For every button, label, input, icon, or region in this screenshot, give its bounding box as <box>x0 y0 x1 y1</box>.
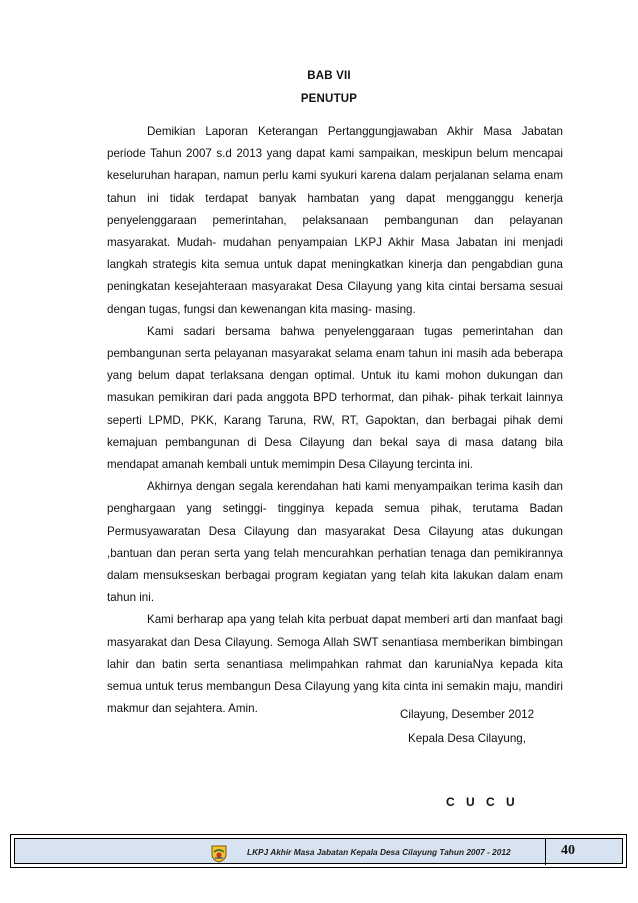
page-footer <box>10 834 627 868</box>
signature-place-date: Cilayung, Desember 2012 <box>400 708 535 721</box>
footer-divider <box>545 839 546 865</box>
regency-emblem-icon <box>209 843 229 863</box>
footer-caption: LKPJ Akhir Masa Jabatan Kepala Desa Cilayung Tahun 2007 - 2012 <box>247 847 511 857</box>
signature-position: Kepala Desa Cilayung, <box>408 732 526 745</box>
chapter-label: BAB VII <box>307 70 351 82</box>
page-number: 40 <box>561 843 575 858</box>
chapter-title: PENUTUP <box>300 93 358 105</box>
paragraph: Akhirnya dengan segala kerendahan hati kami menyampaikan terima kasih dan penghargaan yang setinggi- tingginya kepada semua pihak, terutama Badan Permusyawaratan Desa Cilayung dan masyarakat Desa Cilayung atas dukungan ,bantuan dan peran serta yang telah mencurahkan perhatian tenaga dan pemikirannya dalam mensukseskan berbagai program kegiatan yang telah kita lakukan dalam enam tahun ini. <box>107 480 563 605</box>
signature-name: C U C U <box>446 795 519 809</box>
footer-band <box>14 838 623 864</box>
paragraph: Kami berharap apa yang telah kita perbuat dapat memberi arti dan manfaat bagi masyarakat dan Desa Cilayung. Semoga Allah SWT senantiasa memberikan bimbingan lahir dan batin serta senantiasa melimpahkan rahmat dan karuniaNya kepada kita semua untuk terus membangun Desa Cilayung yang kita cinta ini semakin maju, mandiri makmur dan sejahtera. Amin. <box>107 613 563 716</box>
body-text <box>107 121 563 720</box>
paragraph: Demikian Laporan Keterangan Pertanggungjawaban Akhir Masa Jabatan periode Tahun 2007 s.d 2013 yang dapat kami sampaikan, meskipun belum mencapai keseluruhan harapan, namun perlu kami syukuri karena dalam perjalanan selama enam tahun ini tidak terdapat banyak hambatan yang dapat mengganggu kenerja penyelenggaraan pemerintahan, pelaksanaan pembangunan dan pelayanan masyarakat. Mudah- mudahan penyampaian LKPJ Akhir Masa Jabatan ini menjadi langkah strategis kita semua untuk dapat meningkatkan kinerja dan pengabdian guna peningkatan kesejahteraan masyarakat Desa Cilayung yang kita cintai bersama sesuai dengan tugas, fungsi dan kewenangan kita masing- masing. <box>107 125 563 316</box>
paragraph: Kami sadari bersama bahwa penyelenggaraan tugas pemerintahan dan pembangunan serta pelayanan masyarakat selama enam tahun ini masih ada beberapa yang belum dapat terlaksana dengan optimal. Untuk itu kami mohon dukungan dan masukan pemikiran dari pada anggota BPD terhormat, dan pihak- pihak terkait lainnya seperti LPMD, PKK, Karang Taruna, RW, RT, Gapoktan, dan berbagai pihak demi kemajuan pembangunan di Desa Cilayung dan bekal saya di masa datang bila mendapat amanah kembali untuk memimpin Desa Cilayung tercinta ini. <box>107 324 563 472</box>
